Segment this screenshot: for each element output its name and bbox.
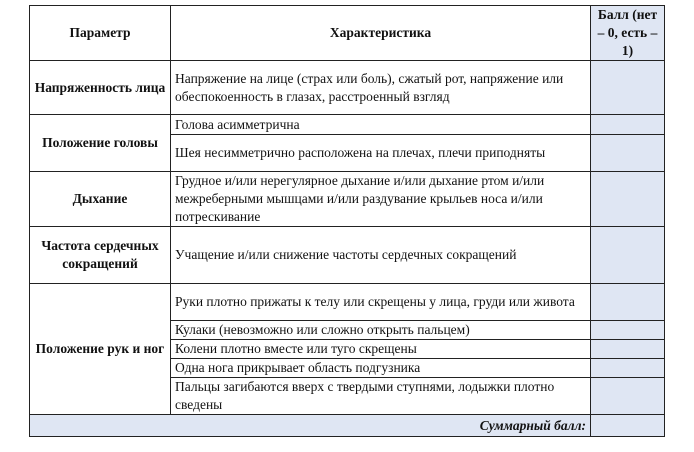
param-face-tension: Напряженность лица <box>30 61 171 115</box>
total-score-cell[interactable] <box>591 415 665 437</box>
header-param: Параметр <box>30 6 171 61</box>
desc-cell: Одна нога прикрывает область подгузника <box>171 359 591 378</box>
score-cell[interactable] <box>591 172 665 227</box>
desc-cell: Шея несимметрично расположена на плечах, плечи приподняты <box>171 135 591 172</box>
desc-cell: Напряжение на лице (страх или боль), сжатый рот, напряжение или обеспокоенность в глазах, расстроенный взгляд <box>171 61 591 115</box>
param-breathing: Дыхание <box>30 172 171 227</box>
score-cell[interactable] <box>591 378 665 415</box>
score-cell[interactable] <box>591 284 665 321</box>
score-cell[interactable] <box>591 227 665 284</box>
score-cell[interactable] <box>591 321 665 340</box>
table-row <box>30 61 665 115</box>
score-cell[interactable] <box>591 135 665 172</box>
desc-cell: Учащение и/или снижение частоты сердечных сокращений <box>171 227 591 284</box>
total-row <box>30 415 665 437</box>
assessment-table <box>29 5 665 437</box>
score-cell[interactable] <box>591 340 665 359</box>
desc-cell: Пальцы загибаются вверх с твердыми ступнями, лодыжки плотно сведены <box>171 378 591 415</box>
table-row <box>30 227 665 284</box>
param-head-position: Положение головы <box>30 115 171 172</box>
param-limbs-position: Положение рук и ног <box>30 284 171 415</box>
score-cell[interactable] <box>591 61 665 115</box>
param-heart-rate: Частота сердечных сокращений <box>30 227 171 284</box>
total-label: Суммарный балл: <box>30 415 591 437</box>
header-score: Балл (нет – 0, есть – 1) <box>591 6 665 61</box>
table-row <box>30 284 665 321</box>
score-cell[interactable] <box>591 115 665 135</box>
table-row <box>30 172 665 227</box>
desc-cell: Колени плотно вместе или туго скрещены <box>171 340 591 359</box>
desc-cell: Кулаки (невозможно или сложно открыть пальцем) <box>171 321 591 340</box>
table-header-row <box>30 6 665 61</box>
desc-cell: Грудное и/или нерегулярное дыхание и/или дыхание ртом и/или межреберными мышцами и/или раздувание крыльев носа и/или потрескивание <box>171 172 591 227</box>
header-description: Характеристика <box>171 6 591 61</box>
desc-cell: Руки плотно прижаты к телу или скрещены у лица, груди или живота <box>171 284 591 321</box>
table-row <box>30 115 665 135</box>
desc-cell: Голова асимметрична <box>171 115 591 135</box>
score-cell[interactable] <box>591 359 665 378</box>
